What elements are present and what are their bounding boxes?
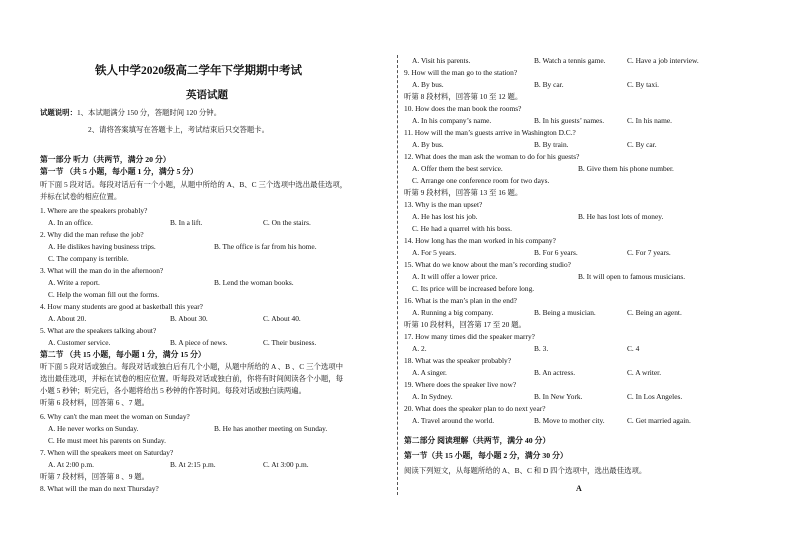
- q10-option-b: B. In his guests’ names.: [534, 116, 605, 125]
- q5-option-c: C. Their business.: [263, 338, 317, 347]
- question-5: 5. What are the speakers talking about?: [40, 326, 157, 335]
- q9-option-c: C. By taxi.: [627, 80, 660, 89]
- q11-option-b: B. By train.: [534, 140, 569, 149]
- material-8: 听第 8 段材料，回答第 10 至 12 题。: [404, 92, 523, 101]
- question-7: 7. When will the speakers meet on Saturday?: [40, 448, 174, 457]
- q1-option-c: C. On the stairs.: [263, 218, 311, 227]
- q10-option-a: A. In his company’s name.: [412, 116, 492, 125]
- part1-sec2-instr3: 小题 5 秒钟；听完后，各小题将给出 5 秒钟的作答时间。每段对话或独白读两遍。: [40, 386, 307, 395]
- q7-option-c: C. At 3:00 p.m.: [263, 460, 309, 469]
- part1-sec2-title: 第二节 （共 15 小题，每小题 1 分，满分 15 分）: [40, 350, 206, 359]
- q7-option-a: A. At 2:00 p.m.: [48, 460, 94, 469]
- part1-title: 第一部分 听力（共两节，满分 20 分）: [40, 155, 171, 164]
- q2-option-c: C. The company is terrible.: [48, 254, 129, 263]
- q17-option-a: A. 2.: [412, 344, 427, 353]
- question-19: 19. Where does the speaker live now?: [404, 380, 517, 389]
- q19-option-a: A. In Sydney.: [412, 392, 453, 401]
- q3-option-c: C. Help the woman fill out the forms.: [48, 290, 160, 299]
- q20-option-c: C. Get married again.: [627, 416, 691, 425]
- q11-option-c: C. By car.: [627, 140, 657, 149]
- material-9: 听第 9 段材料，回答第 13 至 16 题。: [404, 188, 523, 197]
- q14-option-c: C. For 7 years.: [627, 248, 671, 257]
- q18-option-b: B. An actress.: [534, 368, 576, 377]
- q14-option-a: A. For 5 years.: [412, 248, 457, 257]
- question-14: 14. How long has the man worked in his company?: [404, 236, 556, 245]
- question-1: 1. Where are the speakers probably?: [40, 206, 148, 215]
- q17-option-b: B. 3.: [534, 344, 549, 353]
- part2-instruction: 阅读下列短文，从每题所给的 A、B、C 和 D 四个选项中，选出最佳选项。: [404, 466, 647, 475]
- q13-option-b: B. He has lost lots of money.: [578, 212, 664, 221]
- q13-option-c: C. He had a quarrel with his boss.: [412, 224, 512, 233]
- material-7: 听第 7 段材料，回答第 8 、9 题。: [40, 472, 150, 481]
- q6-option-a: A. He never works on Sunday.: [48, 424, 139, 433]
- q1-option-a: A. In an office.: [48, 218, 93, 227]
- q20-option-b: B. Move to mother city.: [534, 416, 605, 425]
- exam-title: 铁人中学2020级高二学年下学期期中考试: [95, 65, 302, 77]
- part2-title: 第二部分 阅读理解（共两节，满分 40 分）: [404, 436, 551, 445]
- part1-sec2-instr2: 选出最佳选项，并标在试卷的相应位置。听每段对话或独白前，你将有时间阅读各个小题，每: [40, 374, 344, 383]
- q16-option-b: B. Being a musician.: [534, 308, 596, 317]
- question-11: 11. How will the man’s guests arrive in Washington D.C.?: [404, 128, 576, 137]
- notes-line1: 试题说明：1、本试题满分 150 分，答题时间 120 分钟。: [40, 108, 222, 117]
- q8-option-a: A. Visit his parents.: [412, 56, 471, 65]
- question-16: 16. What is the man’s plan in the end?: [404, 296, 517, 305]
- q2-option-b: B. The office is far from his home.: [214, 242, 317, 251]
- q16-option-a: A. Running a big company.: [412, 308, 494, 317]
- q18-option-c: C. A writer.: [627, 368, 662, 377]
- q12-option-b: B. Give them his phone number.: [578, 164, 674, 173]
- material-6: 听第 6 段材料，回答第 6 、7 题。: [40, 398, 150, 407]
- q19-option-b: B. In New York.: [534, 392, 583, 401]
- q6-option-c: C. He must meet his parents on Sunday.: [48, 436, 166, 445]
- part1-sec1-title: 第一节 （共 5 小题，每小题 1 分，满分 5 分）: [40, 167, 198, 176]
- question-8: 8. What will the man do next Thursday?: [40, 484, 159, 493]
- question-9: 9. How will the man go to the station?: [404, 68, 518, 77]
- question-15: 15. What do we know about the man’s recording studio?: [404, 260, 571, 269]
- subject-title: 英语试题: [186, 90, 228, 101]
- q4-option-a: A. About 20.: [48, 314, 87, 323]
- q9-option-a: A. By bus.: [412, 80, 444, 89]
- q5-option-a: A. Customer service.: [48, 338, 111, 347]
- question-13: 13. Why is the man upset?: [404, 200, 483, 209]
- q9-option-b: B. By car.: [534, 80, 564, 89]
- column-divider: [397, 55, 398, 495]
- q4-option-c: C. About 40.: [263, 314, 301, 323]
- question-20: 20. What does the speaker plan to do next year?: [404, 404, 546, 413]
- q19-option-c: C. In Los Angeles.: [627, 392, 683, 401]
- notes-line2: 2、请将答案填写在答题卡上，考试结束后只交答题卡。: [88, 125, 270, 134]
- material-10: 听第 10 段材料，回答第 17 至 20 题。: [404, 320, 526, 329]
- q3-option-a: A. Write a report.: [48, 278, 100, 287]
- q20-option-a: A. Travel around the world.: [412, 416, 495, 425]
- part1-sec1-instr2: 并标在试卷的相应位置。: [40, 192, 122, 201]
- q8-option-b: B. Watch a tennis game.: [534, 56, 606, 65]
- q15-option-a: A. It will offer a lower price.: [412, 272, 498, 281]
- question-10: 10. How does the man book the rooms?: [404, 104, 522, 113]
- q16-option-c: C. Being an agent.: [627, 308, 682, 317]
- q8-option-c: C. Have a job interview.: [627, 56, 699, 65]
- part2-sec1-title: 第一节（共 15 小题，每小题 2 分，满分 30 分）: [404, 451, 568, 460]
- question-12: 12. What does the man ask the woman to do for his guests?: [404, 152, 580, 161]
- q5-option-b: B. A piece of news.: [170, 338, 228, 347]
- q14-option-b: B. For 6 years.: [534, 248, 578, 257]
- q13-option-a: A. He has lost his job.: [412, 212, 478, 221]
- q12-option-a: A. Offer them the best service.: [412, 164, 503, 173]
- question-17: 17. How many times did the speaker marry?: [404, 332, 535, 341]
- q15-option-b: B. It will open to famous musicians.: [578, 272, 686, 281]
- part1-sec2-instr1: 听下面 5 段对话或独白。每段对话或独白后有几个小题，从题中所给的 A 、B 、C 三个选项中: [40, 362, 344, 371]
- q15-option-c: C. Its price will be increased before long.: [412, 284, 535, 293]
- q3-option-b: B. Lend the woman books.: [214, 278, 294, 287]
- question-4: 4. How many students are good at basketball this year?: [40, 302, 203, 311]
- q18-option-a: A. A singer.: [412, 368, 447, 377]
- question-3: 3. What will the man do in the afternoon?: [40, 266, 164, 275]
- q17-option-c: C. 4: [627, 344, 640, 353]
- q2-option-a: A. He dislikes having business trips.: [48, 242, 156, 251]
- q6-option-b: B. He has another meeting on Sunday.: [214, 424, 328, 433]
- question-18: 18. What was the speaker probably?: [404, 356, 511, 365]
- part1-sec1-instr1: 听下面 5 段对话。每段对话后有一个小题，从题中所给的 A、B、C 三个选项中选出最佳选项，: [40, 180, 348, 189]
- q4-option-b: B. About 30.: [170, 314, 208, 323]
- question-2: 2. Why did the man refuse the job?: [40, 230, 144, 239]
- q11-option-a: A. By bus.: [412, 140, 444, 149]
- q12-option-c: C. Arrange one conference room for two days.: [412, 176, 550, 185]
- q7-option-b: B. At 2:15 p.m.: [170, 460, 216, 469]
- q1-option-b: B. In a lift.: [170, 218, 203, 227]
- passage-label: A: [576, 484, 582, 493]
- q10-option-c: C. In his name.: [627, 116, 672, 125]
- question-6: 6. Why can't the man meet the woman on Sunday?: [40, 412, 190, 421]
